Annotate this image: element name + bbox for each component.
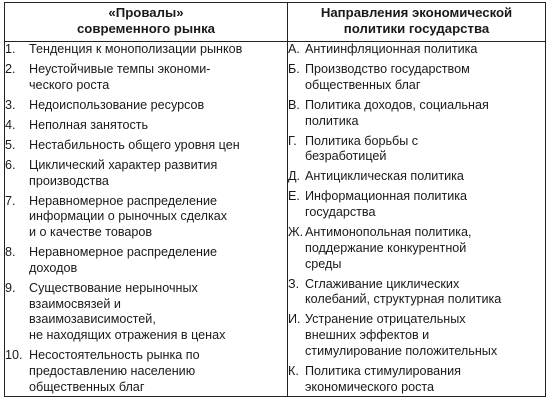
- policy-item-v: [288, 98, 545, 130]
- policy-letter: З.: [288, 276, 300, 291]
- market-failures-column: [5, 42, 288, 397]
- failure-text: Тенденция к монополизации рынков: [29, 42, 243, 56]
- failure-text: Циклический характер развития производства: [29, 157, 218, 188]
- failure-item-9: [5, 281, 287, 344]
- table-body-row: [5, 42, 546, 397]
- failure-item-7: [5, 194, 287, 241]
- failure-text: Недоиспользование ресурсов: [29, 97, 205, 112]
- failure-item-8: [5, 245, 287, 277]
- policy-item-d: [288, 169, 545, 185]
- policy-item-b: [288, 62, 545, 94]
- failure-text: Неравномерное распределение доходов: [29, 245, 218, 275]
- policy-item-z: [288, 277, 545, 309]
- failure-item-2: [5, 62, 287, 94]
- policy-text: Производство государством общественных благ: [305, 61, 470, 92]
- failure-text: Нестабильность общего уровня цен: [29, 137, 240, 152]
- policy-item-g: [288, 134, 545, 166]
- policy-item-zh: [288, 225, 545, 272]
- policy-letter: Б.: [288, 61, 300, 76]
- header-market-failures-text: «Провалы» современного рынка: [76, 5, 216, 36]
- failure-number: 3.: [5, 97, 16, 112]
- header-market-failures: [5, 3, 288, 42]
- failure-text: Несостоятельность рынка по предоставлению населению общественных благ: [29, 348, 200, 394]
- header-policy-directions: [288, 3, 546, 42]
- policy-text: Устранение отрицательных внешних эффектов и стимулирование положительных: [305, 312, 498, 359]
- policy-directions-column: [288, 42, 546, 397]
- policy-text: Информационная политика государства: [305, 189, 468, 220]
- failure-number: 4.: [5, 117, 16, 132]
- failure-item-10: [5, 348, 287, 395]
- failure-number: 1.: [5, 42, 16, 56]
- failure-item-3: [5, 98, 287, 114]
- policy-text: Антимонопольная политика, поддержание конкурентной среды: [305, 225, 472, 271]
- policy-letter: Е.: [288, 189, 300, 204]
- failure-number: 7.: [5, 193, 16, 208]
- failure-number: 2.: [5, 61, 16, 76]
- table-header-row: [5, 3, 546, 42]
- policy-letter: К.: [288, 364, 299, 379]
- policy-letter: Г.: [288, 133, 297, 148]
- matching-table: [4, 2, 546, 397]
- policy-text: Антиинфляционная политика: [305, 42, 478, 56]
- policy-text: Политика борьбы с безработицей: [305, 133, 419, 164]
- policy-text: Сглаживание циклических колебаний, структурная политика: [305, 276, 502, 307]
- failure-text: Неустойчивые темпы экономи- ческого роста: [29, 61, 211, 92]
- policy-letter: Ж.: [288, 225, 304, 240]
- failure-item-5: [5, 138, 287, 154]
- policy-item-k: [288, 364, 545, 396]
- failure-item-1: [5, 42, 287, 58]
- policy-letter: И.: [288, 312, 301, 327]
- failure-item-6: [5, 158, 287, 190]
- policy-letter: Д.: [288, 169, 301, 184]
- failure-number: 9.: [5, 280, 16, 295]
- policy-item-e: [288, 189, 545, 221]
- policy-item-i: [288, 312, 545, 359]
- failure-text: Существование нерыночных взаимосвязей и взаимозависимостей, не находящих отражения в ценах: [29, 280, 226, 343]
- header-policy-directions-text: Направления экономической политики государства: [320, 5, 513, 36]
- policy-text: Политика стимулирования экономического роста: [305, 364, 461, 394]
- failure-text: Неполная занятость: [29, 117, 149, 132]
- failure-number: 5.: [5, 137, 16, 152]
- policy-text: Политика доходов, социальная политика: [305, 97, 489, 128]
- failure-item-4: [5, 118, 287, 134]
- policy-text: Антициклическая политика: [305, 169, 464, 184]
- policy-letter: А.: [288, 42, 300, 56]
- failure-number: 6.: [5, 157, 16, 172]
- policy-letter: В.: [288, 97, 300, 112]
- failure-number: 10.: [5, 348, 23, 363]
- failure-number: 8.: [5, 245, 16, 260]
- policy-item-a: [288, 42, 545, 58]
- failure-text: Неравномерное распределение информации о рыночных сделках и о качестве товаров: [29, 193, 228, 240]
